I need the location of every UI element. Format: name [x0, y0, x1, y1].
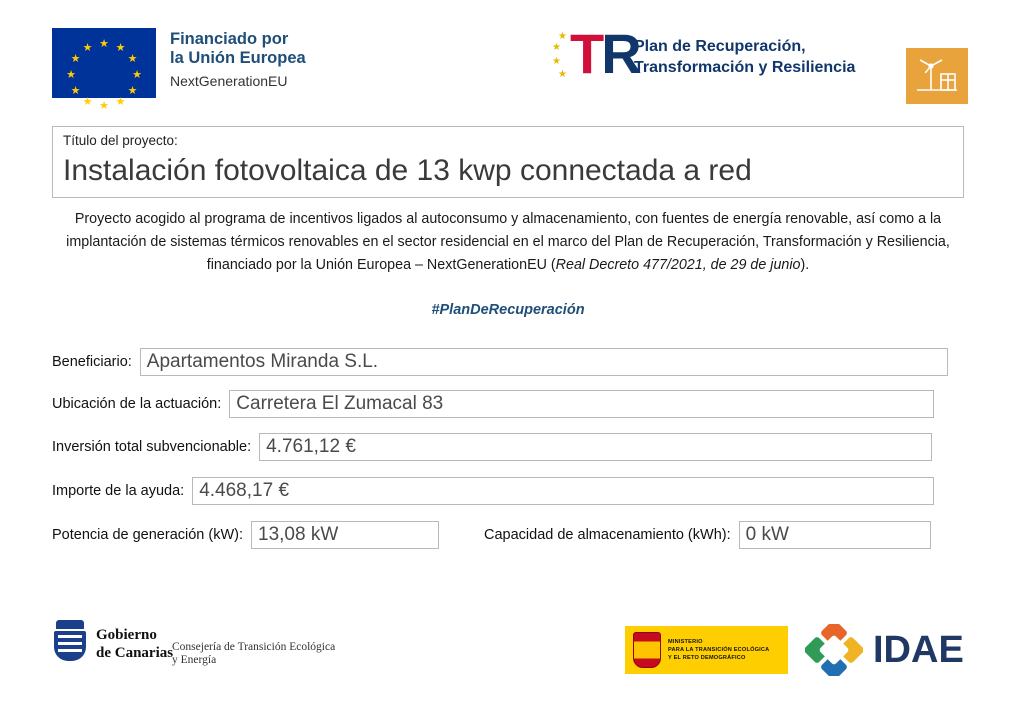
field-ubicacion-value[interactable]: Carretera El Zumacal 83 [229, 390, 934, 418]
program-description [52, 208, 964, 277]
spain-coat-of-arms-icon [633, 632, 661, 668]
prtr-stars-icon: ★ ★ ★ ★ [552, 31, 567, 80]
ministerio-logo [625, 626, 788, 674]
header [0, 22, 1024, 112]
prtr-line-1: Plan de Recuperación, [634, 38, 806, 55]
ministerio-line-3: Y EL RETO DEMOGRÁFICO [668, 655, 746, 661]
field-importe-ayuda [52, 477, 934, 505]
eu-flag-icon: ★ ★ ★ ★ ★ ★ ★ ★ ★ ★ ★ ★ [52, 28, 156, 98]
field-inversion-label: Inversión total subvencionable: [52, 439, 252, 455]
description-legal-reference: Real Decreto 477/2021, de 29 de junio [555, 257, 801, 273]
ministerio-text [668, 638, 769, 662]
eu-funding-text [170, 28, 306, 91]
field-potencia-value[interactable]: 13,08 kW [251, 521, 439, 549]
prtr-line-2: Transformación y Resiliencia [634, 59, 856, 76]
consejeria-line-1: Consejería de Transición Ecológica [172, 641, 336, 653]
description-part-2: ). [800, 257, 810, 273]
field-importe-ayuda-label: Importe de la ayuda: [52, 483, 185, 499]
idae-logo [805, 624, 964, 676]
eu-line-2: la Unión Europea [170, 49, 306, 67]
field-inversion [52, 433, 932, 461]
field-potencia-label: Potencia de generación (kW): [52, 527, 244, 543]
eu-line-1: Financiado por [170, 30, 289, 48]
project-title-box[interactable] [52, 126, 964, 198]
gobierno-de-canarias-text [96, 620, 173, 662]
field-capacidad [484, 521, 931, 549]
idae-diamond-icon [805, 624, 863, 676]
field-ubicacion-label: Ubicación de la actuación: [52, 396, 222, 412]
field-capacidad-value[interactable]: 0 kW [739, 521, 931, 549]
ministerio-line-1: MINISTERIO [668, 639, 703, 645]
gobierno-de-canarias-logo [52, 620, 173, 664]
field-beneficiario [52, 348, 948, 376]
ministerio-line-2: PARA LA TRANSICIÓN ECOLÓGICA [668, 647, 770, 653]
field-beneficiario-label: Beneficiario: [52, 354, 132, 370]
gobierno-line-2: de Canarias [96, 645, 174, 661]
prtr-text [634, 36, 855, 78]
description-part-1: Proyecto acogido al programa de incentivos ligados al autoconsumo y almacenamiento, con fuentes de energía renovable, así como a la implantación de sistemas térmicos renovables en el sector residencial en el marco del Plan de Recuperación, Transformación y Resiliencia, financiado por la Unión Europea – NextGenerationEU ( [66, 211, 950, 273]
consejeria-text [172, 641, 335, 667]
wind-turbine-icon [906, 48, 968, 104]
prtr-logo [552, 22, 856, 88]
field-ubicacion [52, 390, 934, 418]
project-title-value: Instalación fotovoltaica de 13 kwp connectada a red [63, 154, 752, 187]
canarias-shield-icon [52, 620, 88, 664]
gobierno-line-1: Gobierno [96, 627, 157, 643]
hashtag: #PlanDeRecuperación [431, 302, 585, 318]
field-inversion-value[interactable]: 4.761,12 € [259, 433, 932, 461]
project-title-label: Título del proyecto: [63, 133, 178, 148]
consejeria-line-2: y Energía [172, 654, 217, 666]
field-capacidad-label: Capacidad de almacenamiento (kWh): [484, 527, 731, 543]
eu-funding-logo [52, 28, 306, 112]
eu-line-3: NextGenerationEU [170, 73, 288, 89]
field-beneficiario-value[interactable]: Apartamentos Miranda S.L. [140, 348, 948, 376]
field-importe-ayuda-value[interactable]: 4.468,17 € [192, 477, 934, 505]
idae-wordmark: IDAE [873, 629, 964, 671]
prtr-mark-icon: ★ ★ ★ ★ TR [552, 22, 639, 85]
field-potencia [52, 521, 439, 549]
